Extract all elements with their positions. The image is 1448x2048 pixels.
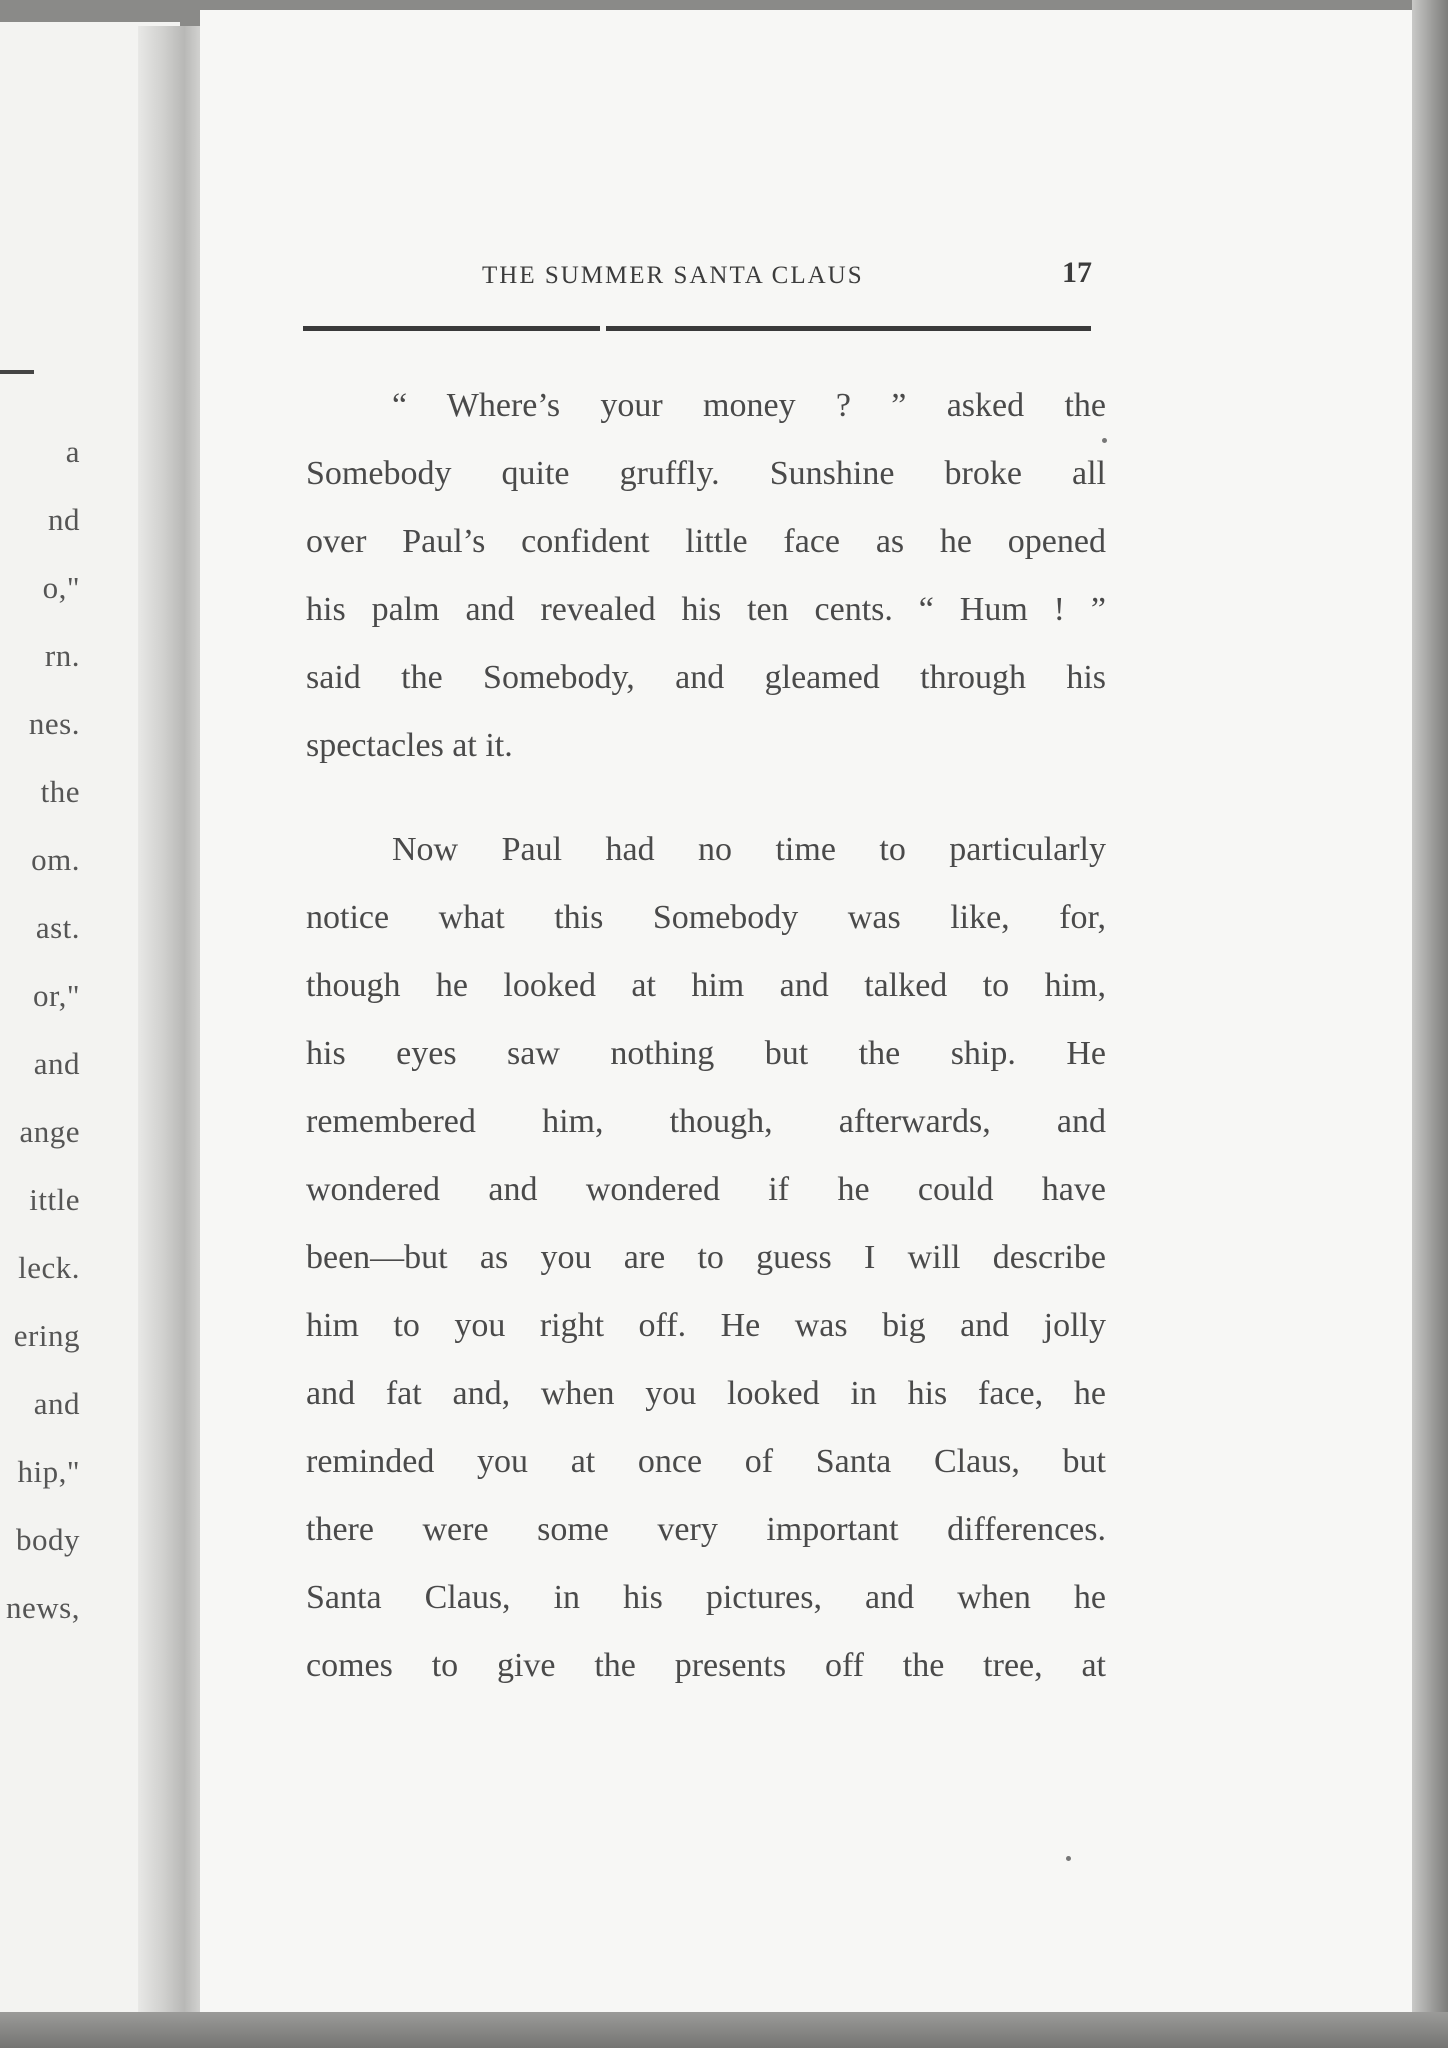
left-fragment: nes. [28,706,80,741]
left-page-text-fragments [0,402,80,1702]
text-line: Now Paul had no time to particularly [392,831,1106,868]
left-fragment: ange [19,1114,80,1149]
text-line: “ Where’s your money ? ” asked the [392,387,1106,424]
left-fragment: om. [31,842,80,877]
paragraph-2 [306,816,1106,1700]
text-line: him to you right off. He was big and jolly [306,1307,1106,1344]
text-line: said the Somebody, and gleamed through his [306,659,1106,696]
text-line: notice what this Somebody was like, for, [306,899,1106,936]
header-rule-gap [600,326,606,331]
left-fragment: nd [48,502,80,537]
left-fragment: news, [6,1590,80,1625]
text-line: wondered and wondered if he could have [306,1171,1106,1208]
scan-bottom-edge [0,2012,1448,2048]
left-fragment: and [33,1386,80,1421]
left-fragment: and [33,1046,80,1081]
text-line: Somebody quite gruffly. Sunshine broke all [306,455,1106,492]
header-rule [303,326,1091,331]
left-fragment: or," [33,978,80,1013]
left-fragment: ast. [35,910,80,945]
left-fragment: leck. [18,1250,80,1285]
text-line: reminded you at once of Santa Claus, but [306,1443,1106,1480]
page-number: 17 [1062,256,1092,289]
book-gutter-shadow [138,26,204,2012]
print-speck [1102,438,1107,443]
right-page-edge [1412,0,1448,2048]
left-page-rule [0,370,34,374]
paragraph-1 [306,372,1106,780]
left-fragment: hip," [17,1454,80,1489]
text-line: spectacles at it. [306,727,513,764]
text-line: though he looked at him and talked to him, [306,967,1106,1004]
left-fragment: o," [42,570,80,605]
running-head: THE SUMMER SANTA CLAUS [482,262,864,289]
text-line: over Paul’s confident little face as he opened [306,523,1106,560]
print-speck [1066,1856,1071,1861]
left-fragment: the [40,774,80,809]
text-line: and fat and, when you looked in his face, he [306,1375,1106,1412]
text-line: been—but as you are to guess I will describe [306,1239,1106,1276]
left-fragment: ering [13,1318,80,1353]
text-line: his palm and revealed his ten cents. “ Hum ! ” [306,591,1106,628]
left-fragment: body [16,1522,80,1557]
text-line: there were some very important differences. [306,1511,1106,1548]
text-line: remembered him, though, afterwards, and [306,1103,1106,1140]
left-fragment: rn. [44,638,80,673]
left-fragment: ittle [29,1182,80,1217]
text-line: Santa Claus, in his pictures, and when he [306,1579,1106,1616]
text-line: comes to give the presents off the tree, at [306,1647,1106,1684]
left-fragment: a [65,434,80,469]
text-line: his eyes saw nothing but the ship. He [306,1035,1106,1072]
